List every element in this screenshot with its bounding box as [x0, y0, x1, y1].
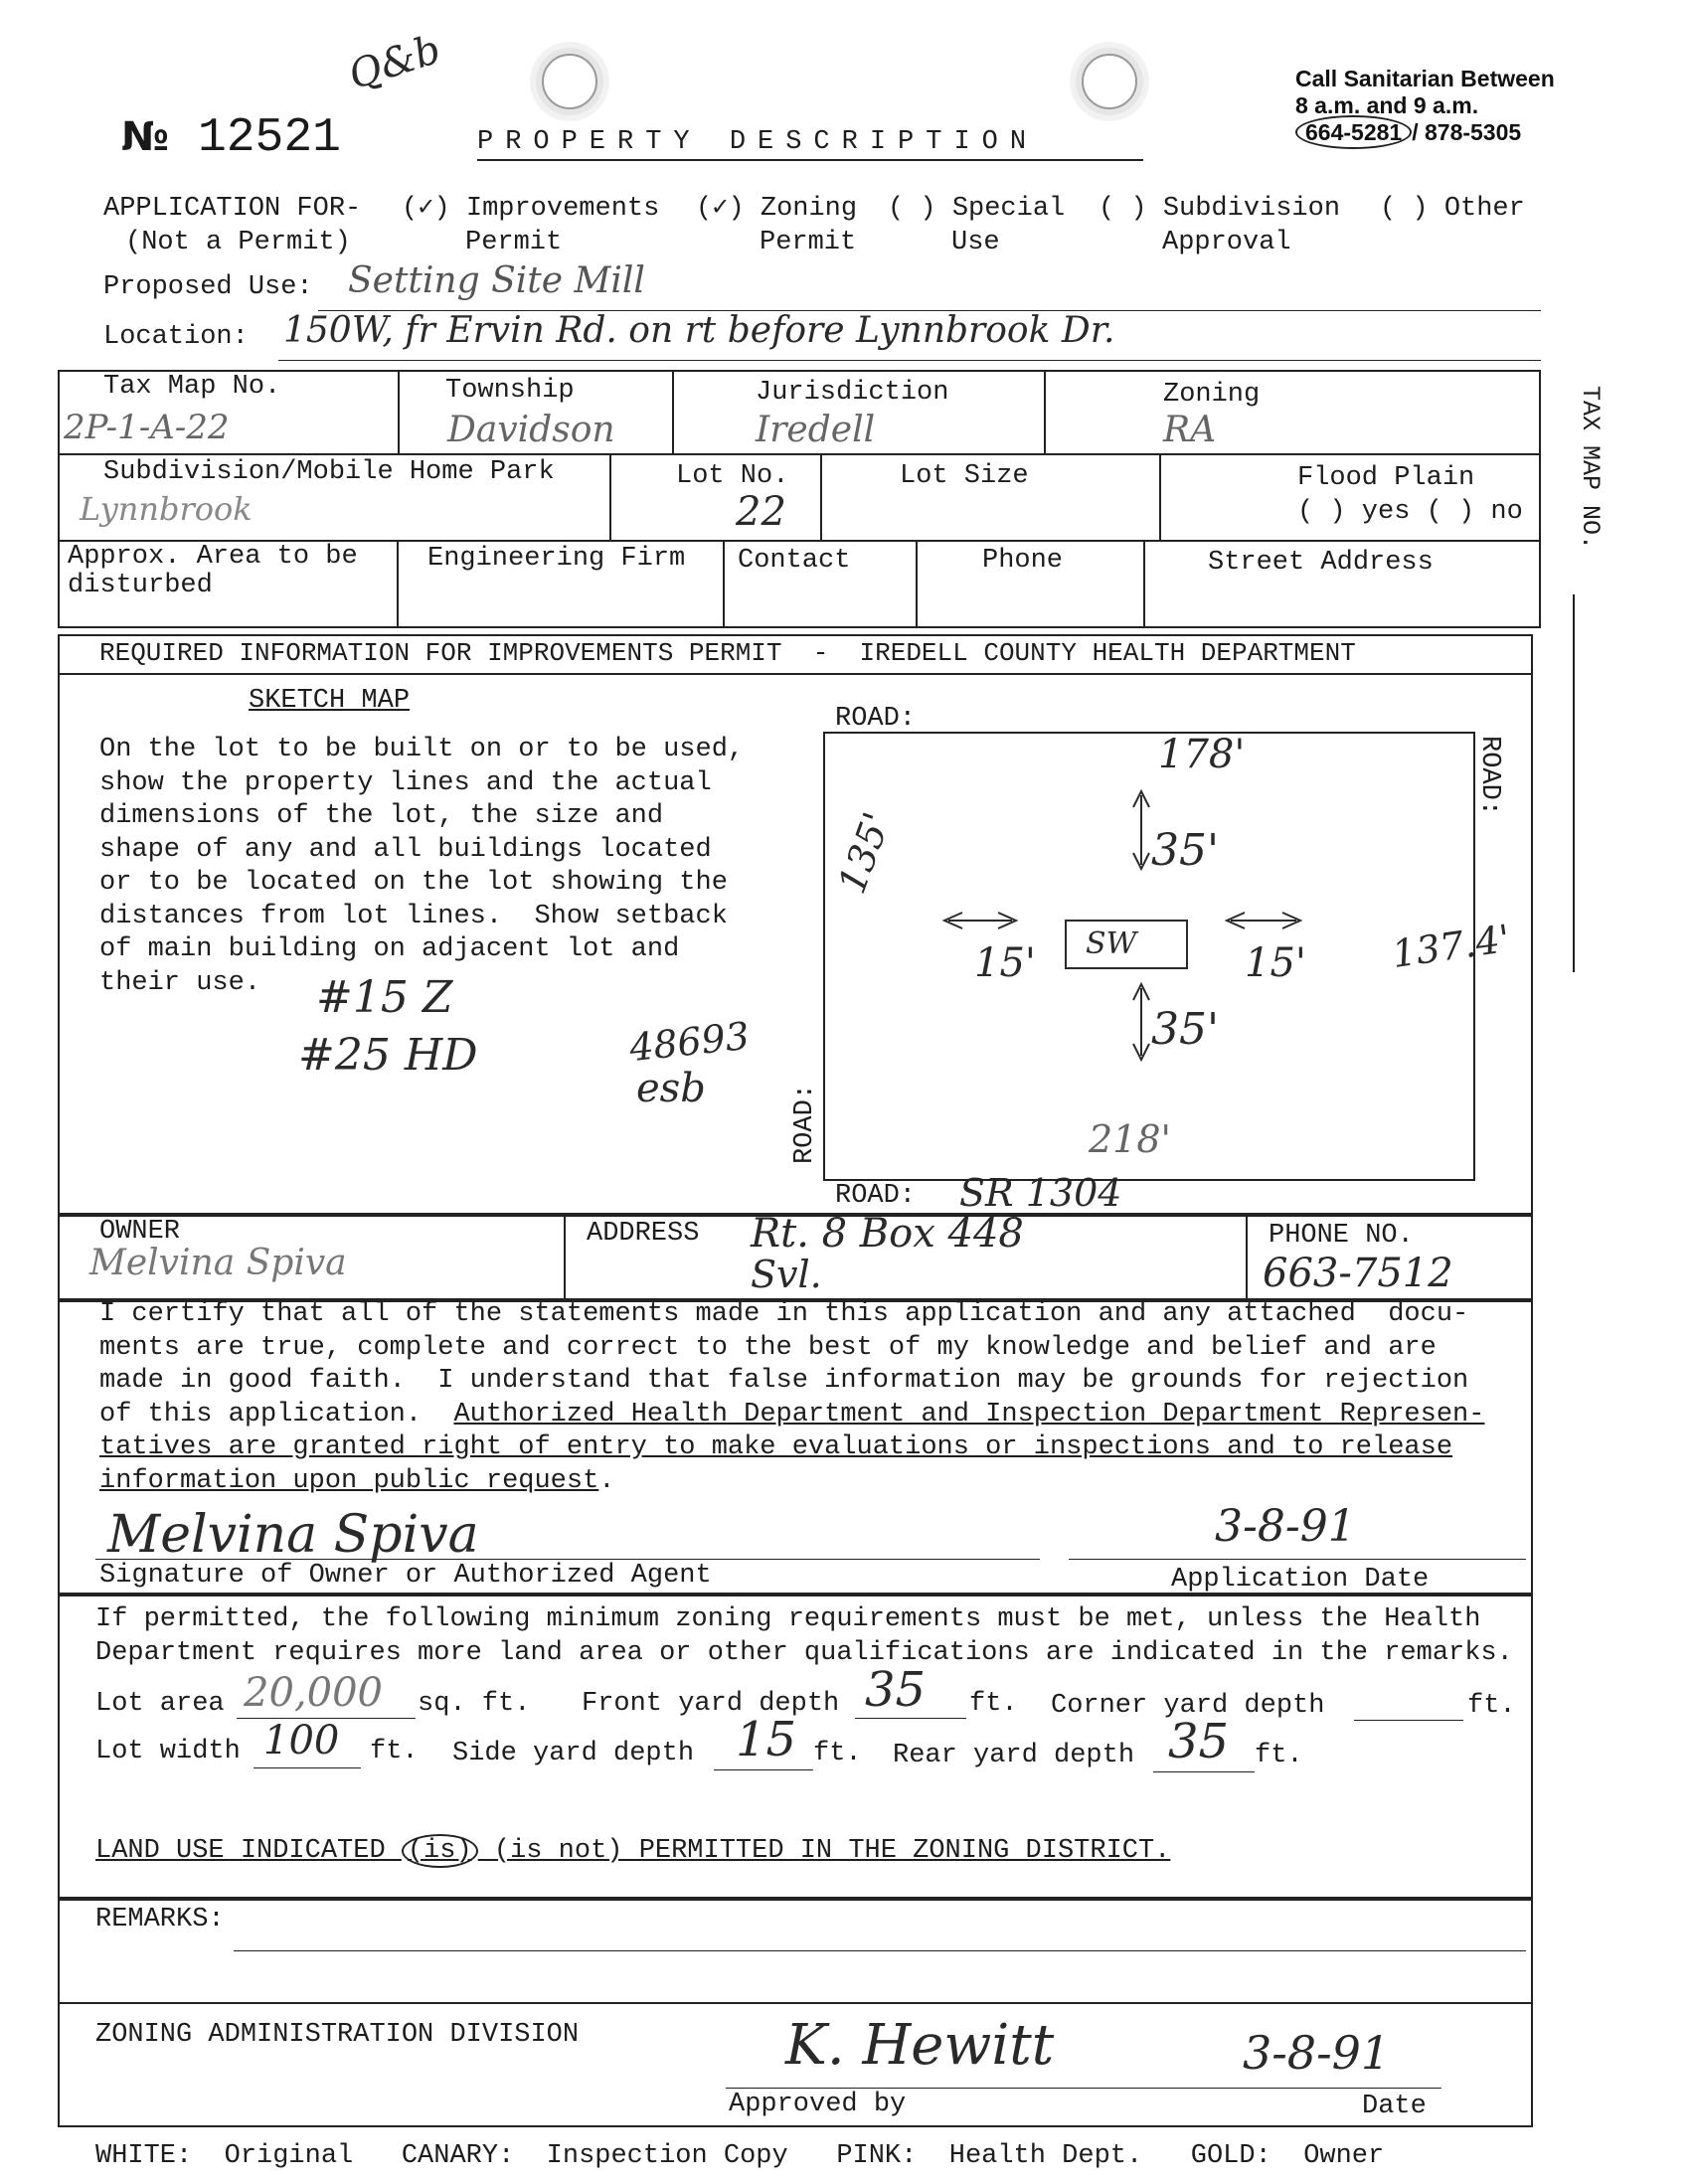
certification-text: I certify that all of the statements made in this application and any attached docu- ments are true, complete and correct to the best of my knowledge and belief and are made in good faith. I understand that false information may be grounds for rejection of this application. Authorized Health Department and Inspection Department Represen- tatives are granted right of entry to make evaluations or inspections and to release information upon public request. — [99, 1299, 1485, 1496]
subdivision-label: Subdivision/Mobile Home Park — [103, 457, 555, 487]
road-bottom-label: ROAD: — [835, 1181, 917, 1211]
jurisdiction-value[interactable]: Iredell — [756, 410, 876, 450]
address-line1[interactable]: Rt. 8 Box 448 — [751, 1211, 1024, 1257]
township-label: Township — [445, 376, 575, 406]
zoning-intro-line1: If permitted, the following minimum zoning requirements must be met, unless the Health — [95, 1604, 1481, 1634]
sanitarian-phones: 664-5281 / 878-5305 — [1295, 119, 1521, 146]
zoning-division-label: ZONING ADMINISTRATION DIVISION — [95, 2020, 580, 2050]
sanitarian-phone1: 664-5281 — [1295, 115, 1412, 149]
approval-date-label: Date — [1362, 2092, 1427, 2121]
lot-size-label: Lot Size — [900, 461, 1029, 491]
side-tax-map-line — [1573, 594, 1575, 972]
flood-plain-options[interactable]: ( ) yes ( ) no — [1297, 497, 1523, 527]
sketch-map-heading: SKETCH MAP — [249, 686, 411, 716]
application-label: APPLICATION FOR- (Not a Permit) — [103, 194, 362, 257]
lot-area-value[interactable]: 20,000 — [244, 1670, 383, 1716]
owner-value[interactable]: Melvina Spiva — [89, 1243, 347, 1283]
corner-yard-unit: ft. — [1467, 1691, 1516, 1721]
option-zoning[interactable]: (✓) Zoning Permit — [696, 194, 858, 257]
sketch-instructions: On the lot to be built on or to be used, show the property lines and the actual dimensions of the lot, the size and shape of any and all buildings located or to be located on the lot showing the distances from lot lines. Show setback of main building on adjacent lot and their use. — [99, 735, 745, 998]
zoning-intro-line2: Department requires more land area or other qualifications are indicated in the remarks. — [95, 1638, 1513, 1668]
proposed-use-label: Proposed Use: — [103, 272, 313, 302]
required-info-heading: REQUIRED INFORMATION FOR IMPROVEMENTS PERMIT - IREDELL COUNTY HEALTH DEPARTMENT — [99, 638, 1356, 668]
left-setback-arrow — [944, 913, 1016, 928]
owner-signature[interactable]: Melvina Spiva — [107, 1505, 479, 1565]
remarks-line-1 — [234, 1950, 1526, 1951]
phone-no-value[interactable]: 663-7512 — [1263, 1251, 1453, 1296]
binder-hole-right — [1082, 54, 1137, 109]
owner-label: OWNER — [99, 1217, 181, 1247]
signature-label: Signature of Owner or Authorized Agent — [99, 1561, 712, 1591]
option-special-use[interactable]: ( ) Special Use — [888, 194, 1066, 257]
title-underline — [477, 159, 1143, 161]
land-use-statement: LAND USE INDICATED (is) (is not) PERMITTED IN THE ZONING DISTRICT. — [95, 1836, 1171, 1866]
lot-width-unit: ft. — [370, 1737, 419, 1766]
lot-no-label: Lot No. — [676, 461, 789, 491]
address-label: ADDRESS — [587, 1219, 700, 1249]
rear-setback-arrow — [1133, 984, 1149, 1060]
proposed-use-value[interactable]: Setting Site Mill — [348, 260, 645, 301]
side-yard-label: Side yard depth — [452, 1739, 695, 1768]
lot-width-value[interactable]: 100 — [263, 1718, 340, 1764]
lot-area-unit: sq. ft. — [418, 1689, 531, 1719]
dimension-bottom: 218' — [1089, 1117, 1171, 1161]
remarks-label: REMARKS: — [95, 1905, 225, 1934]
street-address-label: Street Address — [1208, 548, 1434, 578]
approved-date-value[interactable]: 3-8-91 — [1243, 2026, 1391, 2080]
setback-front-value: 35' — [1151, 825, 1220, 876]
form-number-annotation: Q&b — [343, 26, 446, 99]
option-improvements[interactable]: (✓) Improvements Permit — [402, 194, 660, 257]
corner-yard-label: Corner yard depth — [1051, 1691, 1325, 1721]
application-date-label: Application Date — [1171, 1565, 1430, 1595]
front-yard-value[interactable]: 35 — [865, 1662, 927, 1718]
lot-no-value[interactable]: 22 — [736, 489, 786, 535]
receipt-number: 48693 — [627, 1013, 752, 1071]
tax-map-label: Tax Map No. — [103, 372, 281, 402]
option-subdivision[interactable]: ( ) Subdivision Approval — [1099, 194, 1341, 257]
approved-by-signature[interactable]: K. Hewitt — [785, 2013, 1055, 2078]
setback-right-value: 15' — [1245, 940, 1306, 986]
right-setback-arrow — [1227, 913, 1300, 928]
page-title: PROPERTY DESCRIPTION — [477, 127, 1039, 157]
form-number-prefix: № — [121, 114, 170, 160]
dimension-left: 135' — [829, 806, 900, 900]
rear-yard-value[interactable]: 35 — [1168, 1714, 1230, 1769]
sanitarian-line2: 8 a.m. and 9 a.m. — [1295, 92, 1479, 118]
township-value[interactable]: Davidson — [447, 410, 615, 450]
side-tax-map-label: TAX MAP NO. — [1576, 386, 1605, 551]
road-top-label: ROAD: — [835, 704, 917, 734]
road-bottom-value: SR 1304 — [959, 1171, 1122, 1215]
form-number — [121, 111, 341, 165]
address-line2[interactable]: Svl. — [751, 1253, 822, 1296]
binder-hole-left — [542, 54, 597, 109]
jurisdiction-label: Jurisdiction — [756, 378, 949, 408]
subdivision-value[interactable]: Lynnbrook — [80, 490, 253, 528]
setback-rear-value: 35' — [1151, 1004, 1220, 1055]
date-line — [1069, 1559, 1526, 1560]
rear-yard-unit: ft. — [1255, 1741, 1303, 1770]
approved-by-label: Approved by — [729, 2090, 907, 2119]
sanitarian-phone2: 878-5305 — [1424, 119, 1522, 145]
front-yard-unit: ft. — [969, 1689, 1018, 1719]
lot-width-label: Lot width — [95, 1737, 241, 1766]
front-yard-label: Front yard depth — [582, 1689, 840, 1719]
sanitarian-line1: Call Sanitarian Between — [1295, 66, 1555, 91]
road-right-label: ROAD: — [1474, 736, 1504, 817]
signature-line — [95, 1559, 1040, 1560]
receipt-initials: esb — [636, 1066, 706, 1111]
zoning-label: Zoning — [1163, 380, 1261, 410]
building-label: SW — [1086, 926, 1137, 961]
phone-no-label: PHONE NO. — [1269, 1221, 1414, 1251]
flood-plain-label: Flood Plain — [1297, 463, 1475, 493]
sketch-drawing — [823, 732, 1475, 1181]
location-label: Location: — [103, 322, 249, 352]
option-other[interactable]: ( ) Other — [1380, 194, 1525, 224]
copy-distribution: WHITE: Original CANARY: Inspection Copy PINK: Health Dept. GOLD: Owner — [95, 2141, 1385, 2171]
rear-yard-label: Rear yard depth — [893, 1741, 1135, 1770]
fee-zoning: #15 Z — [316, 972, 453, 1023]
setback-left-value: 15' — [974, 940, 1036, 986]
form-number-value: 12521 — [197, 111, 341, 165]
phone-label: Phone — [982, 546, 1064, 576]
dimension-top: 178' — [1158, 732, 1246, 777]
side-yard-value[interactable]: 15 — [736, 1712, 797, 1767]
location-value[interactable]: 150W, fr Ervin Rd. on rt before Lynnbrook Dr. — [283, 310, 1115, 351]
remarks-line-2 — [58, 2002, 1533, 2004]
zoning-value[interactable]: RA — [1163, 410, 1217, 450]
land-use-is-circled[interactable]: (is) — [402, 1834, 478, 1868]
road-left-label: ROAD: — [790, 1084, 820, 1165]
application-date-value[interactable]: 3-8-91 — [1215, 1501, 1356, 1552]
area-disturbed-label: Approx. Area to be disturbed — [68, 542, 358, 600]
location-line — [278, 360, 1541, 361]
contact-label: Contact — [738, 546, 851, 576]
engineering-firm-label: Engineering Firm — [427, 544, 686, 574]
lot-area-label: Lot area — [95, 1689, 225, 1719]
fee-health: #25 HD — [298, 1030, 478, 1081]
tax-map-value[interactable]: 2P-1-A-22 — [64, 408, 230, 447]
front-setback-arrow — [1133, 791, 1149, 869]
approval-line — [726, 2088, 1441, 2089]
side-yard-unit: ft. — [813, 1739, 862, 1768]
dimension-right: 137.4' — [1389, 916, 1513, 977]
